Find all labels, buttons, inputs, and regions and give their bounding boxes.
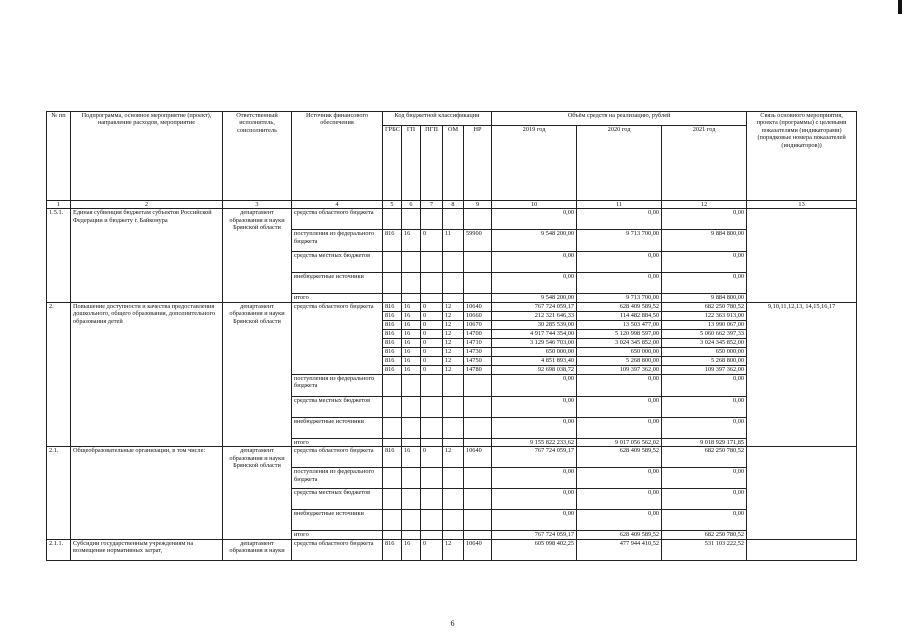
amount-cell: 4 851 893,40 [492,356,577,365]
source-extra: внебюджетные источники [292,510,383,531]
row-title: Общеобразовательные организации, в том числе: [71,447,223,539]
amount-cell: 0,00 [492,510,577,531]
code-cell: 12 [443,539,464,560]
code-cell: 16 [402,365,421,374]
code-cell: 816 [383,338,402,347]
code-cell: 12 [443,347,464,356]
source-extra: внебюджетные источники [292,273,383,294]
amount-cell: 0,00 [662,396,747,417]
total-cell: 9 017 056 562,02 [577,438,662,446]
code-cell: 0 [421,311,443,320]
amount-cell: 650 000,00 [577,347,662,356]
header-gp: ГП [402,126,421,201]
amount-cell: 0,00 [492,396,577,417]
source-regional: средства областного бюджета [292,447,383,468]
row-executor [223,209,292,302]
header-num: № пп [47,112,71,201]
amount-cell: 0,00 [662,510,747,531]
code-cell: 816 [383,320,402,329]
table-row [47,539,857,560]
executor-text: департамент образования и науки [229,447,285,462]
code-cell: 816 [383,356,402,365]
table-row [47,447,857,468]
source-regional: средства областного бюджета [292,539,383,560]
code-cell: 14730 [464,347,492,356]
code-cell: 12 [443,447,464,468]
code-cell: 10660 [464,311,492,320]
header-year-2020: 2020 год [577,126,662,201]
amount-cell: 0,00 [577,417,662,438]
header-year-2019: 2019 год [492,126,577,201]
amount-cell: 5 268 800,00 [577,356,662,365]
source-federal: поступления из федерального бюджета [292,468,383,489]
column-number: 11 [577,201,662,209]
amount-cell: 122 363 913,00 [662,311,747,320]
amount-cell: 628 409 589,52 [577,447,662,468]
header-volume: Объём средств на реализацию, рублей [492,112,747,126]
header-nr: НР [464,126,492,201]
amount-cell: 13 503 477,00 [577,320,662,329]
amount-cell: 9 548 200,00 [492,230,577,252]
amount-cell: 682 250 780,52 [662,447,747,468]
executor-text: департамент образования и науки [229,302,285,318]
code-cell: 16 [402,347,421,356]
code-cell: 816 [383,329,402,338]
column-number: 13 [747,201,857,209]
code-cell: 0 [421,320,443,329]
amount-cell: 114 482 884,50 [577,311,662,320]
executor-text: Брянской области [233,224,281,232]
amount-cell: 682 250 780,52 [662,302,747,311]
amount-cell: 3 024 345 852,00 [662,338,747,347]
source-total: итого [292,531,383,539]
code-cell: 16 [402,311,421,320]
source-regional: средства областного бюджета [292,209,383,230]
code-cell: 0 [421,356,443,365]
code-cell: 816 [383,302,402,311]
header-year-2021: 2021 год [662,126,747,201]
code-cell: 12 [443,311,464,320]
code-cell: 12 [443,338,464,347]
code-cell: 16 [402,447,421,468]
row-executor [223,539,292,560]
row-number: 2. [47,302,71,446]
code-cell: 14780 [464,365,492,374]
executor-text: департамент образования и науки [229,539,285,555]
amount-cell: 9 884 800,00 [662,230,747,252]
row-number: 2.1. [47,447,71,539]
amount-cell: 0,00 [662,417,747,438]
code-cell: 16 [402,302,421,311]
row-title: Субсидии государственным учреждениям на возмещение нормативных затрат, [71,539,223,560]
source-local: средства местных бюджетов [292,252,383,273]
source-regional: средства областного бюджета [292,302,383,374]
amount-cell: 628 409 589,52 [577,302,662,311]
source-local: средства местных бюджетов [292,489,383,510]
total-cell: 9 884 800,00 [662,294,747,302]
code-cell: 16 [402,230,421,252]
header-source: Источник финансового обеспечения [292,112,383,201]
executor-text: Брянской области [233,462,281,470]
header-program: Подпрограмма, основное мероприятие (проект), направление расходов, мероприятие [71,112,223,201]
source-total: итого [292,438,383,446]
amount-cell: 13 990 067,00 [662,320,747,329]
row-title: Единая субвенция бюджетам субъектов Российской Федерации и бюджету г. Байконура [71,209,223,302]
amount-cell: 3 129 546 703,00 [492,338,577,347]
column-number: 1 [47,201,71,209]
code-cell: 10640 [464,302,492,311]
amount-cell: 212 321 646,33 [492,311,577,320]
amount-cell: 0,00 [662,489,747,510]
code-cell: 0 [421,230,443,252]
column-number: 6 [402,201,421,209]
code-cell: 12 [443,365,464,374]
amount-cell: 0,00 [577,209,662,230]
table-row [47,209,857,230]
header-executor: Ответственный исполнитель, соисполнитель [223,112,292,201]
column-number: 4 [292,201,383,209]
column-number: 2 [71,201,223,209]
table-row [47,302,857,311]
amount-cell: 0,00 [492,209,577,230]
code-cell: 0 [421,338,443,347]
amount-cell: 9 713 700,00 [577,230,662,252]
total-cell: 9 155 822 233,62 [492,438,577,446]
code-cell: 14700 [464,329,492,338]
code-cell: 816 [383,447,402,468]
amount-cell: 0,00 [577,396,662,417]
amount-cell: 0,00 [662,374,747,396]
amount-cell: 5 268 800,00 [662,356,747,365]
code-cell: 16 [402,329,421,338]
amount-cell: 605 098 402,25 [492,539,577,560]
column-numbers-row [47,201,857,209]
executor-text: департамент образования и науки [229,209,285,224]
code-cell: 0 [421,365,443,374]
code-cell: 59900 [464,230,492,252]
amount-cell: 0,00 [577,468,662,489]
source-extra: внебюджетные источники [292,417,383,438]
code-cell: 816 [383,347,402,356]
amount-cell: 4 917 744 354,00 [492,329,577,338]
code-cell: 0 [421,329,443,338]
code-cell: 816 [383,539,402,560]
code-cell: 12 [443,320,464,329]
code-cell: 12 [443,302,464,311]
amount-cell: 109 397 362,00 [662,365,747,374]
total-cell: 9 018 929 171,85 [662,438,747,446]
code-cell: 10640 [464,539,492,560]
column-number: 12 [662,201,747,209]
code-cell: 816 [383,311,402,320]
code-cell: 816 [383,230,402,252]
amount-cell: 0,00 [492,252,577,273]
scan-mark [898,0,902,14]
header-link: Связь основного мероприятия, проекта (программы) с целевыми показателями (индикаторами) (порядковые номера показателей (индикаторов)) [747,112,857,201]
page-number: 6 [450,619,455,628]
column-number: 5 [383,201,402,209]
column-number: 3 [223,201,292,209]
code-cell: 12 [443,329,464,338]
code-cell: 816 [383,365,402,374]
indicator-link: 9,10,11,12,13, 14,15,16,17 [747,302,857,446]
total-cell: 9 548 200,00 [492,294,577,302]
header-om: ОМ [443,126,464,201]
total-cell: 9 713 700,00 [577,294,662,302]
amount-cell: 0,00 [492,417,577,438]
code-cell: 16 [402,539,421,560]
amount-cell: 0,00 [577,489,662,510]
amount-cell: 767 724 059,17 [492,302,577,311]
amount-cell: 0,00 [662,209,747,230]
code-cell: 0 [421,539,443,560]
row-number: 2.1.1. [47,539,71,560]
code-cell: 16 [402,320,421,329]
source-total: итого [292,294,383,302]
amount-cell: 0,00 [577,252,662,273]
amount-cell: 477 944 410,52 [577,539,662,560]
amount-cell: 0,00 [577,273,662,294]
amount-cell: 3 024 345 852,00 [577,338,662,347]
amount-cell: 0,00 [577,510,662,531]
row-executor [223,447,292,539]
source-federal: поступления из федерального бюджета [292,374,383,396]
header-kbk: Код бюджетной классификации [383,112,492,126]
row-executor [223,302,292,446]
amount-cell: 531 103 222,52 [662,539,747,560]
amount-cell: 0,00 [662,468,747,489]
amount-cell: 92 698 038,72 [492,365,577,374]
budget-table [46,111,857,561]
executor-text: Брянской области [233,317,281,325]
amount-cell: 0,00 [662,273,747,294]
total-cell: 767 724 059,17 [492,531,577,539]
column-number: 7 [421,201,443,209]
amount-cell: 30 285 539,00 [492,320,577,329]
code-cell: 12 [443,356,464,365]
amount-cell: 650 000,00 [492,347,577,356]
row-number: 1.5.1. [47,209,71,302]
code-cell: 14750 [464,356,492,365]
column-number: 9 [464,201,492,209]
code-cell: 0 [421,347,443,356]
amount-cell: 109 397 362,00 [577,365,662,374]
amount-cell: 0,00 [492,374,577,396]
amount-cell: 0,00 [577,374,662,396]
column-number: 10 [492,201,577,209]
column-number: 8 [443,201,464,209]
code-cell: 16 [402,356,421,365]
code-cell: 10670 [464,320,492,329]
total-cell: 628 409 589,52 [577,531,662,539]
row-title: Повышение доступности и качества предоставления дошкольного, общего образования, дополнительного образования детей [71,302,223,446]
amount-cell: 0,00 [492,273,577,294]
total-cell: 682 250 780,52 [662,531,747,539]
amount-cell: 5 120 998 597,00 [577,329,662,338]
code-cell: 14710 [464,338,492,347]
code-cell: 16 [402,338,421,347]
source-federal: поступления из федерального бюджета [292,230,383,252]
code-cell: 10640 [464,447,492,468]
amount-cell: 650 000,00 [662,347,747,356]
amount-cell: 0,00 [492,468,577,489]
amount-cell: 0,00 [662,252,747,273]
amount-cell: 5 060 662 397,33 [662,329,747,338]
code-cell: 0 [421,447,443,468]
header-pgp: ПГП [421,126,443,201]
amount-cell: 767 724 059,17 [492,447,577,468]
source-local: средства местных бюджетов [292,396,383,417]
code-cell: 0 [421,302,443,311]
header-grbs: ГРБС [383,126,402,201]
amount-cell: 0,00 [492,489,577,510]
code-cell: 11 [443,230,464,252]
